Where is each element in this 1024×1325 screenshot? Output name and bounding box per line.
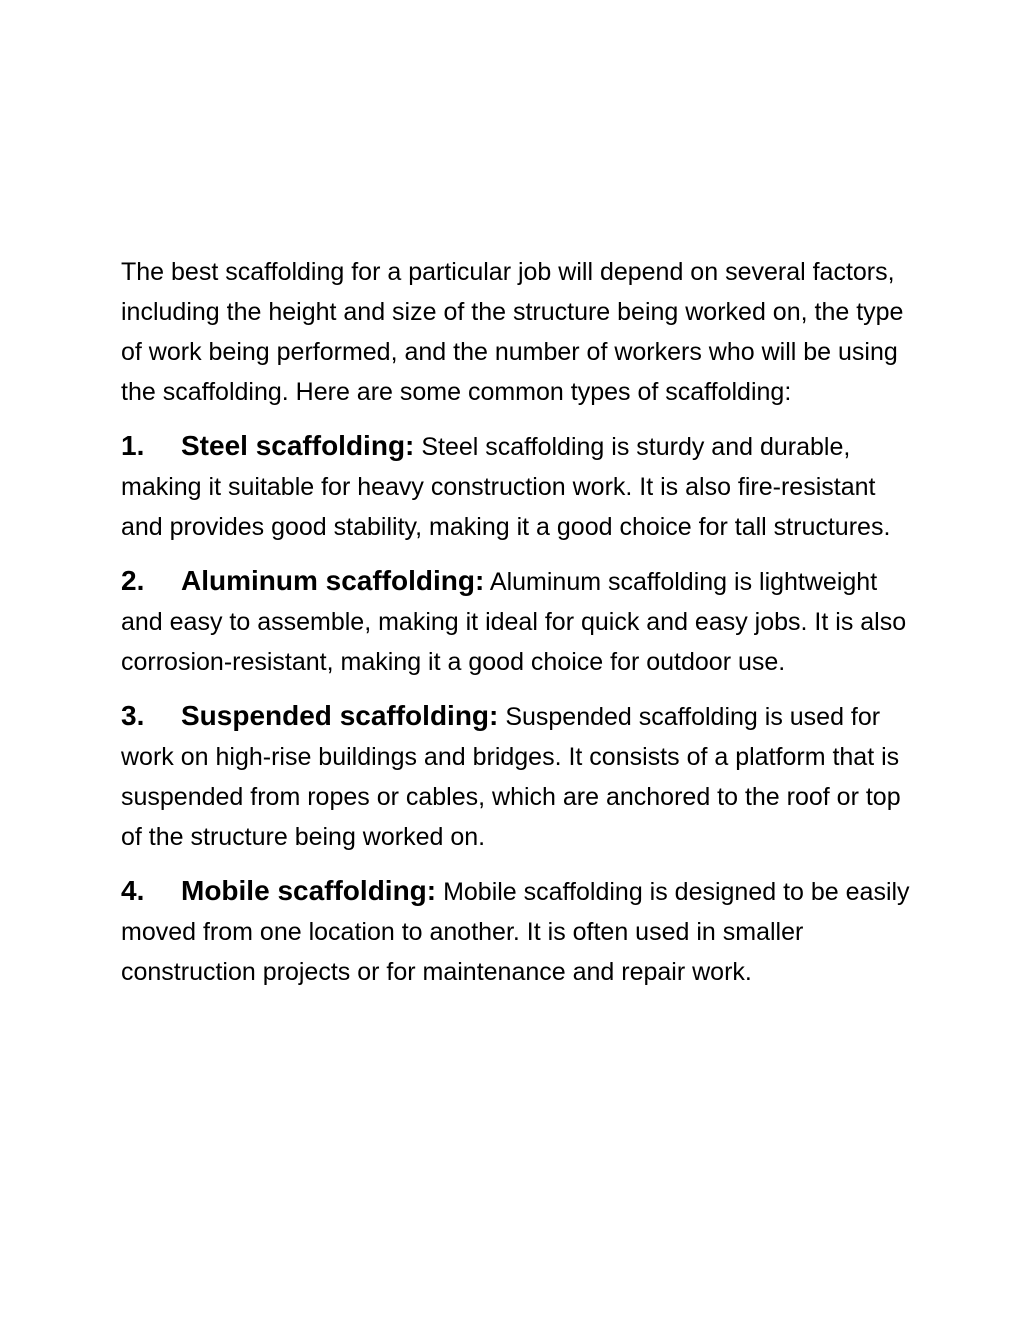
list-item-term: Suspended scaffolding: xyxy=(181,700,499,731)
list-item-text: Mobile scaffolding is designed to be easily moved from one location to another. It is often used in smaller construction projects or for maintenance and repair work. xyxy=(121,878,910,986)
list-item-steel xyxy=(121,426,911,547)
list-item-number: 3. xyxy=(121,700,145,731)
list-item-term: Steel scaffolding: xyxy=(181,430,415,461)
list-item-term: Aluminum scaffolding: xyxy=(181,565,485,596)
list-item-number: 2. xyxy=(121,565,145,596)
list-item-mobile xyxy=(121,871,911,992)
list-item-number: 4. xyxy=(121,875,145,906)
list-item-text: Suspended scaffolding is used for work on high-rise buildings and bridges. It consists of a platform that is suspended from ropes or cables, which are anchored to the roof or top of the structure being worked on. xyxy=(121,703,901,851)
document-page xyxy=(121,252,911,992)
list-item-number: 1. xyxy=(121,430,145,461)
list-item-text: Steel scaffolding is sturdy and durable, making it suitable for heavy construction work. It is also fire-resistant and provides good stability, making it a good choice for tall structures. xyxy=(121,433,891,541)
list-item-term: Mobile scaffolding: xyxy=(181,875,437,906)
intro-paragraph: The best scaffolding for a particular job will depend on several factors, including the height and size of the structure being worked on, the type of work being performed, and the number of workers who will be using the scaffolding. Here are some common types of scaffolding: xyxy=(121,258,904,406)
list-item-aluminum xyxy=(121,561,911,682)
list-item-text: Aluminum scaffolding is lightweight and easy to assemble, making it ideal for quick and easy jobs. It is also corrosion-resistant, making it a good choice for outdoor use. xyxy=(121,568,907,676)
list-item-suspended xyxy=(121,696,911,857)
